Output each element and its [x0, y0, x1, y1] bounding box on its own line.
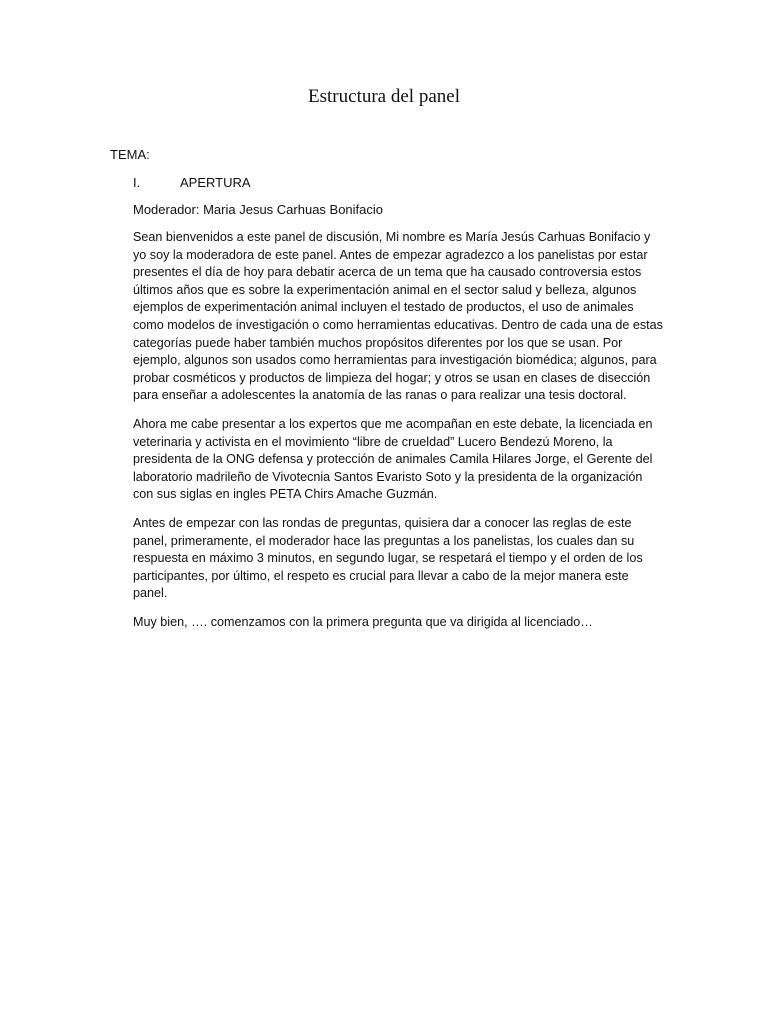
page-title: Estructura del panel [308, 86, 460, 107]
section-title: APERTURA [180, 175, 251, 190]
tema-label: TEMA: [110, 147, 150, 162]
body-text [133, 229, 663, 642]
paragraph-welcome: Sean bienvenidos a este panel de discusión, Mi nombre es María Jesús Carhuas Bonifacio y yo soy la moderadora de este panel. Antes de empezar agradezco a los panelistas por estar presentes el día de hoy para debatir acerca de un tema que ha causado controversia estos últimos años que es sobre la experimentación animal en el sector salud y belleza, algunos ejemplos de experimentación animal incluyen el testado de productos, el uso de animales como modelos de investigación o como herramientas educativas. Dentro de cada una de estas categorías puede haber también muchos propósitos diferentes por los que se usan. Por ejemplo, algunos son usados como herramientas para investigación biomédica; algunos, para probar cosméticos y productos de limpieza del hogar; y otros se usan en clases de disección para enseñar a adolescentes la anatomía de las ranas o para realizar una tesis doctoral. [133, 230, 663, 403]
paragraph-rules: Antes de empezar con las rondas de preguntas, quisiera dar a conocer las reglas de este panel, primeramente, el moderador hace las preguntas a los panelistas, los cuales dan su respuesta en máximo 3 minutos, en segundo lugar, se respetará el tiempo y el orden de los participantes, por último, el respeto es crucial para llevar a cabo de la mejor manera este panel. [133, 515, 643, 601]
paragraph-experts: Ahora me cabe presentar a los expertos que me acompañan en este debate, la licenciada en veterinaria y activista en el movimiento “libre de crueldad” Lucero Bendezú Moreno, la presidenta de la ONG defensa y protección de animales Camila Hilares Jorge, el Gerente del laboratorio madrileño de Vivotecnia Santos Evaristo Soto y la presidenta de la organización con sus siglas en ingles PETA Chirs Amache Guzmán. [133, 416, 653, 502]
section-number: I. [133, 175, 141, 190]
section-heading [133, 175, 393, 190]
moderator-line: Moderador: Maria Jesus Carhuas Bonifacio [133, 202, 384, 217]
paragraph-first-question: Muy bien, …. comenzamos con la primera pregunta que va dirigida al licenciado… [133, 614, 593, 629]
